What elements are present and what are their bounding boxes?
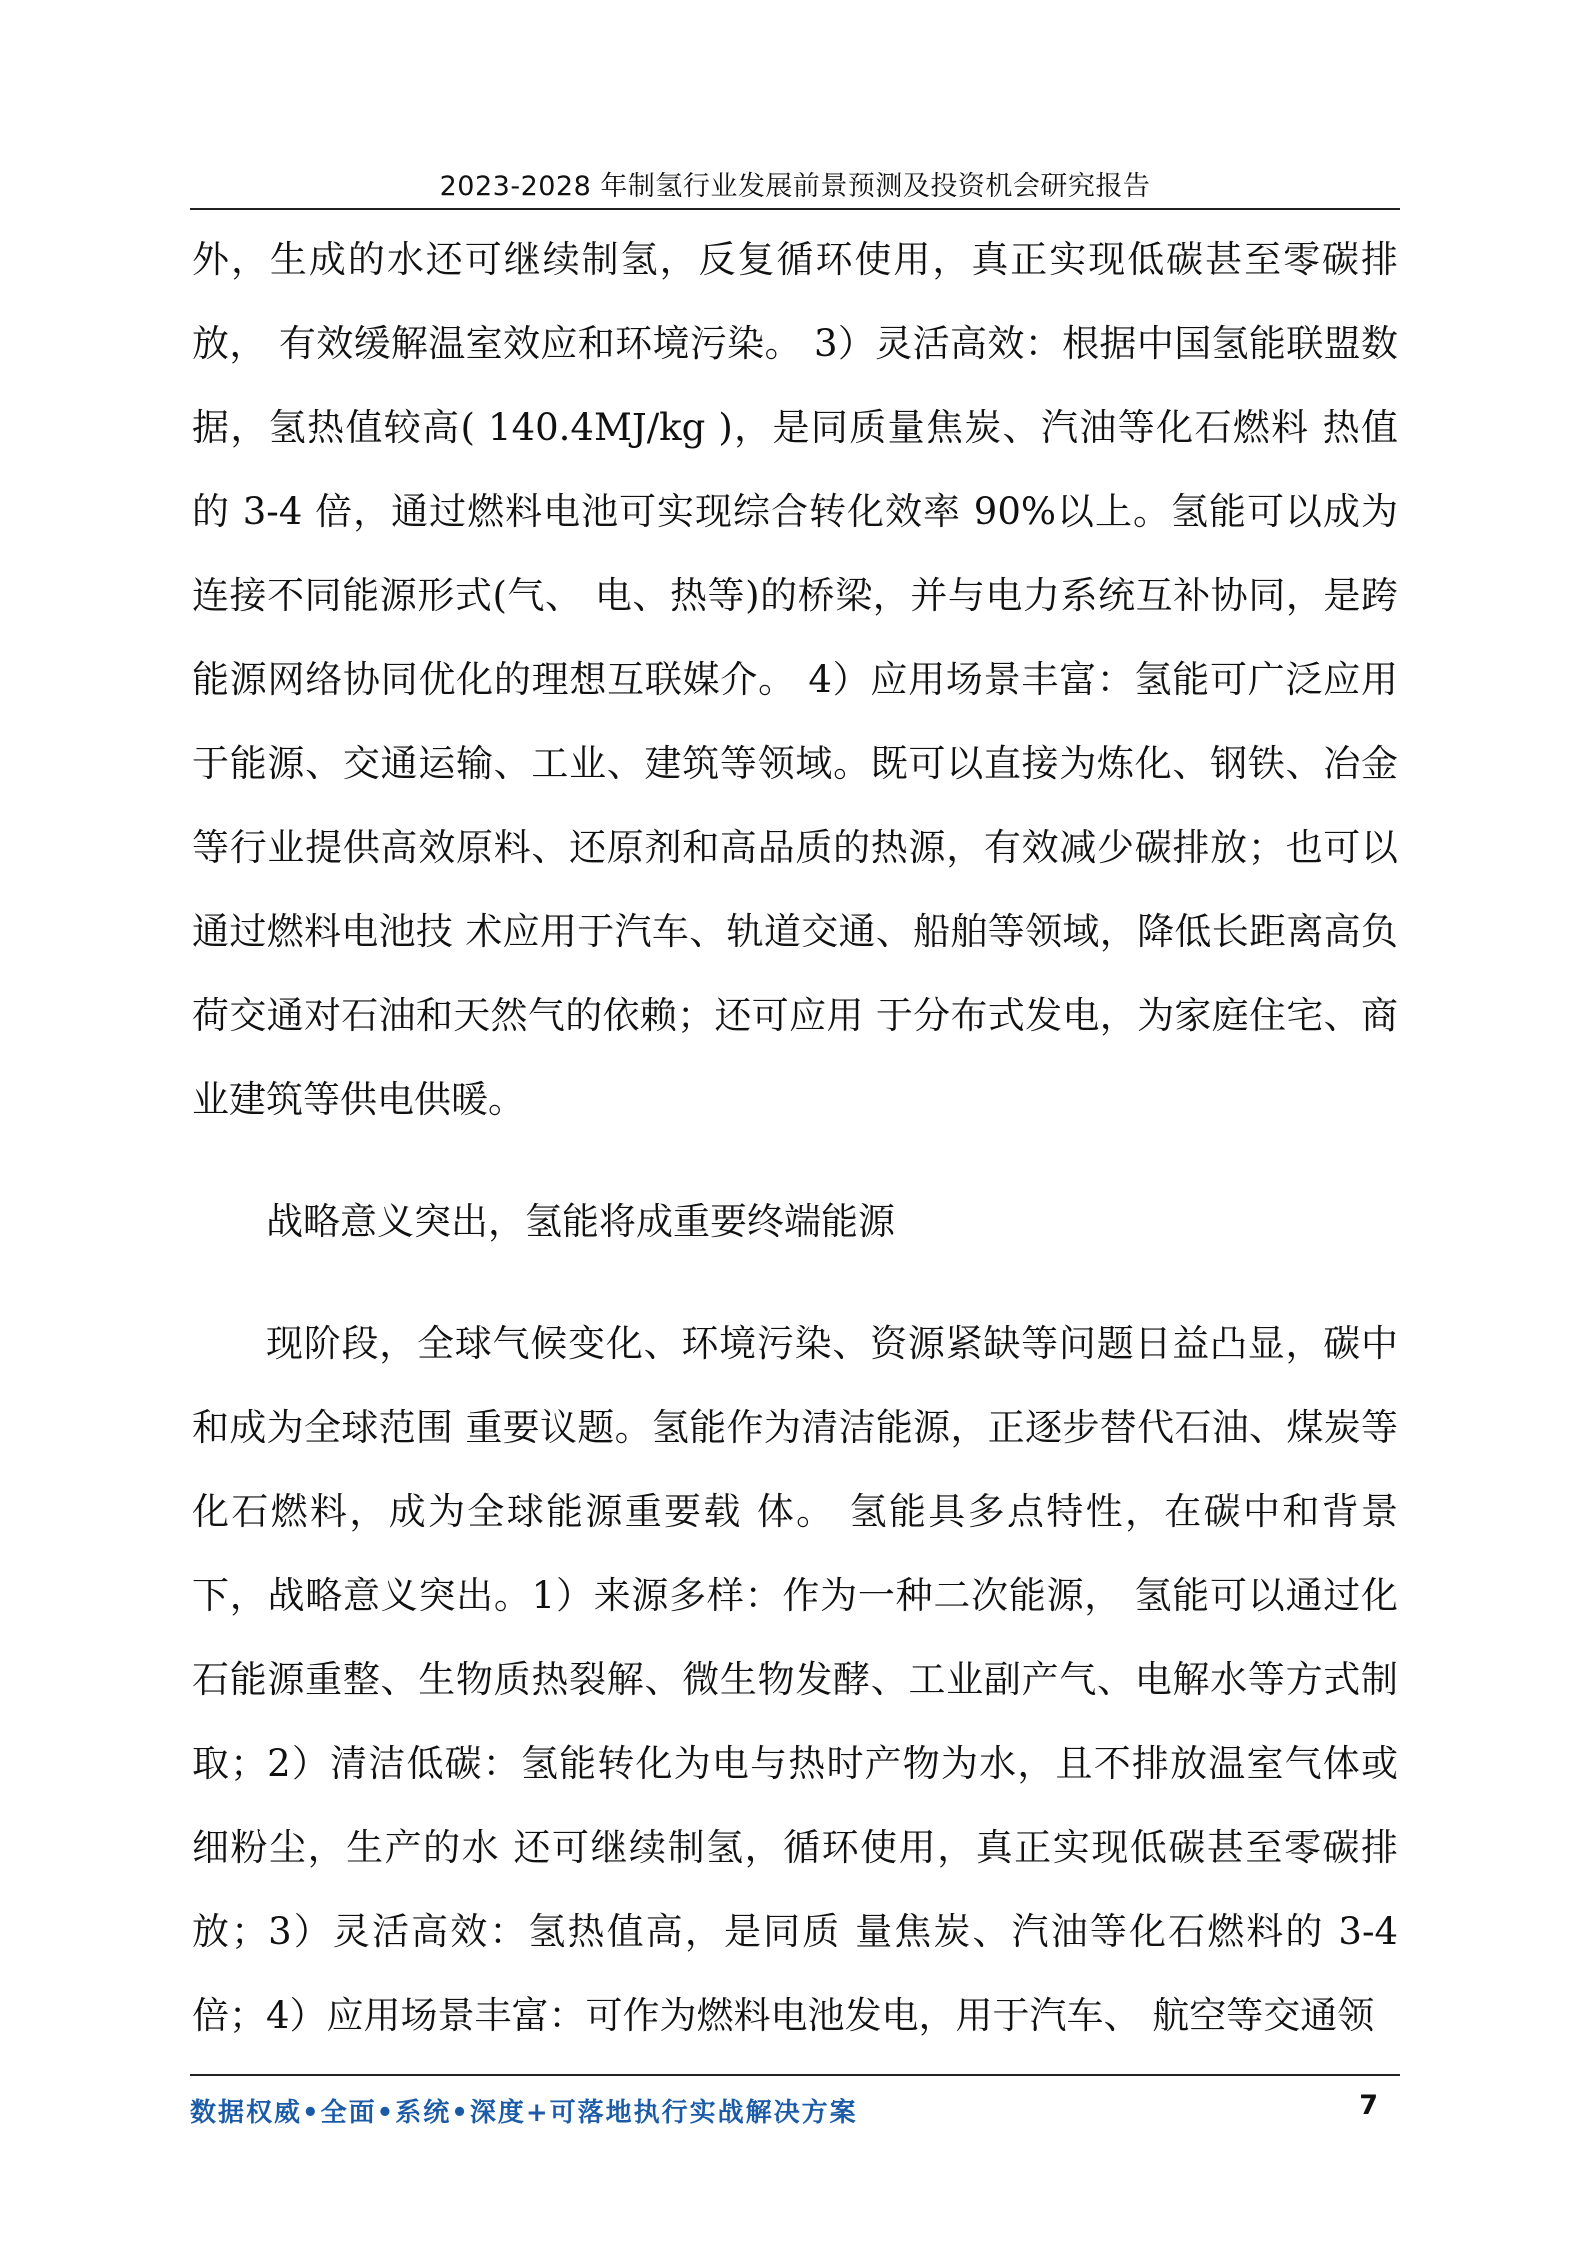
header-divider — [190, 208, 1400, 210]
section-heading: 战略意义突出，氢能将成重要终端能源 — [266, 1200, 895, 1243]
paragraph-spacer — [192, 1264, 1398, 1302]
page-number: 7 — [1359, 2090, 1378, 2121]
footer-divider — [190, 2074, 1400, 2076]
page-header-title: 2023-2028 年制氢行业发展前景预测及投资机会研究报告 — [439, 171, 1151, 202]
body-paragraph: 现阶段，全球气候变化、环境污染、资源紧缺等问题日益凸显，碳中和成为全球范围 重要议题。氢能作为清洁能源，正逐步替代石油、煤炭等化石燃料，成为全球能源重要载 体。 氢能具多点特性，在碳中和背景下，战略意义突出。1）来源多样：作为一种二次能源， 氢能可以通过化石能源重整、生物质热裂解、微生物发酵、工业副产气、电解水等方式制取；2）清洁低碳：氢能转化为电与热时产物为水，且不排放温室气体或细粉尘，生产的水 还可继续制氢，循环使用，真正实现低碳甚至零碳排放；3）灵活高效：氢热值高，是同质 量焦炭、汽油等化石燃料的 3-4 倍；4）应用场景丰富：可作为燃料电池发电，用于汽车、 航空等交通领 — [192, 1322, 1398, 2037]
paragraph-spacer — [192, 1142, 1398, 1180]
document-body — [192, 218, 1398, 2058]
footer-slogan: 数据权威•全面•系统•深度+可落地执行实战解决方案 — [190, 2098, 858, 2128]
body-paragraph: 外，生成的水还可继续制氢，反复循环使用，真正实现低碳甚至零碳排放， 有效缓解温室效应和环境污染。 3）灵活高效：根据中国氢能联盟数据，氢热值较高( 140.4MJ/kg )，是同质量焦炭、汽油等化石燃料 热值的 3-4 倍，通过燃料电池可实现综合转化效率 90%以上。氢能可以成为连接不同能源形式(气、 电、热等)的桥梁，并与电力系统互补协同，是跨能源网络协同优化的理想互联媒介。 4）应用场景丰富：氢能可广泛应用于能源、交通运输、工业、建筑等领域。既可以直接为炼化、钢铁、冶金等行业提供高效原料、还原剂和高品质的热源，有效减少碳排放；也可以通过燃料电池技 术应用于汽车、轨道交通、船舶等领域，降低长距离高负荷交通对石油和天然气的依赖；还可应用 于分布式发电，为家庭住宅、商业建筑等供电供暖。 — [192, 238, 1398, 1121]
